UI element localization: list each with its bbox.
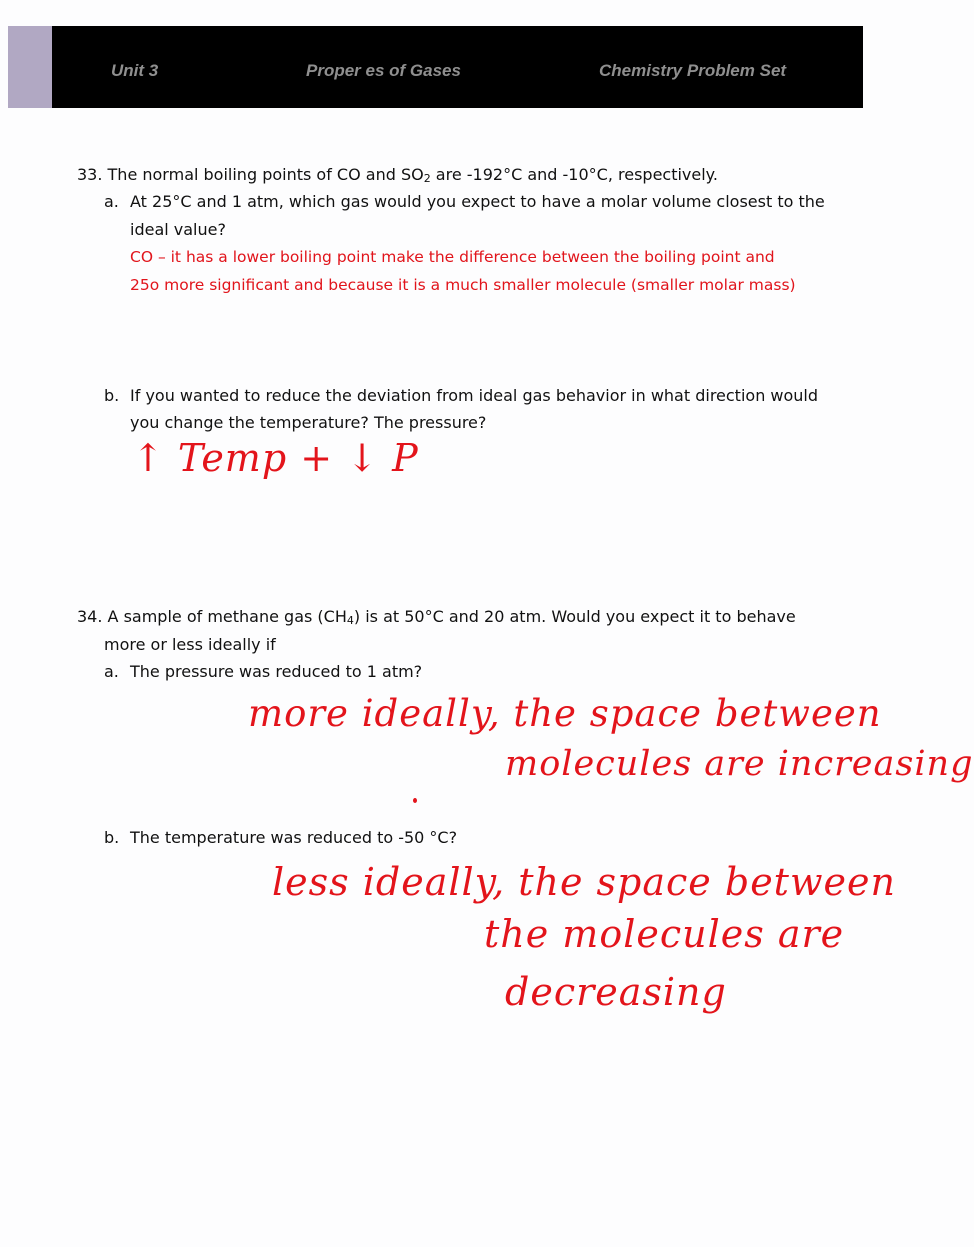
q33b-text-line2: you change the temperature? The pressure?: [130, 413, 487, 432]
q34a-handwritten-line2: molecules are increasing: [505, 744, 974, 784]
header-accent-block: [8, 26, 52, 108]
q34b-handwritten-line3: decreasing: [505, 970, 727, 1014]
q34b-handwritten-line2: the molecules are: [484, 912, 845, 956]
q34b-marker: b.: [104, 828, 120, 847]
q34b-handwritten-line1: less ideally, the space between: [272, 860, 896, 904]
q33-stem: 33. The normal boiling points of CO and $SO_2$ are -192°C and -10°C, respectively.: [77, 165, 718, 185]
q33b-handwritten-answer: ↑ Temp + ↓ P: [132, 436, 419, 480]
q33b-text-line1: If you wanted to reduce the deviation from ideal gas behavior in what direction would: [130, 386, 819, 405]
q33a-text-line2: ideal value?: [130, 220, 226, 239]
q33b-marker: b.: [104, 386, 120, 405]
header-topic: Proper es of Gases: [306, 61, 461, 80]
q34b-text: The temperature was reduced to -50 °C?: [130, 828, 458, 847]
q33a-marker: a.: [104, 192, 119, 211]
q34a-marker: a.: [104, 662, 119, 681]
q34-stem-line2: more or less ideally if: [104, 635, 276, 654]
q34a-text: The pressure was reduced to 1 atm?: [130, 662, 423, 681]
q33a-answer-line2: 25o more significant and because it is a much smaller molecule (smaller molar mass): [130, 276, 796, 294]
q33a-text-line1: At 25°C and 1 atm, which gas would you expect to have a molar volume closest to the: [130, 192, 825, 211]
header-set: Chemistry Problem Set: [599, 61, 787, 80]
q34a-handwritten-line1: more ideally, the space between: [248, 692, 882, 735]
q34-stem: 34. A sample of methane gas $(CH_4)$ is at 50°C and 20 atm. Would you expect it to behave: [77, 607, 796, 627]
header-unit: Unit 3: [111, 61, 159, 80]
q33a-answer-line1: CO – it has a lower boiling point make the difference between the boiling point and: [130, 248, 775, 266]
ink-dot: [413, 798, 417, 803]
